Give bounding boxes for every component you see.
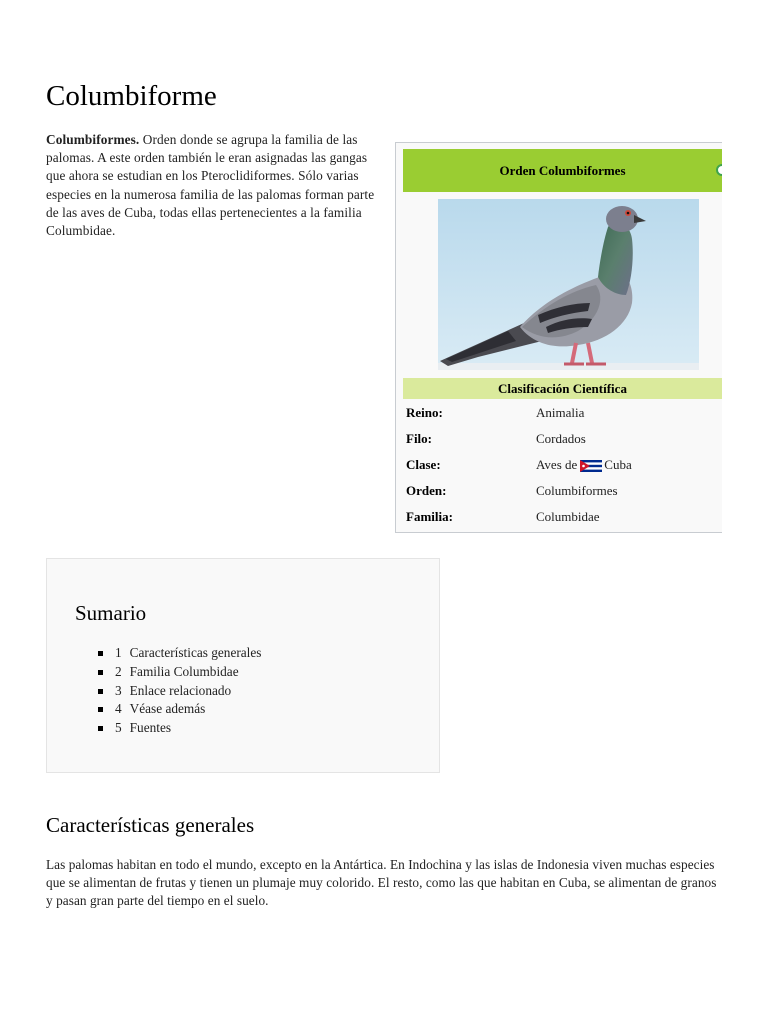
toc-title: Sumario: [75, 601, 147, 625]
section-paragraph: Las palomas habitan en todo el mundo, excepto en la Antártica. En Indochina y las islas de Indonesia viven muchas especies que se alimentan de frutas y tienen un plumaje muy colorido. El resto, como las que habitan en Cuba, se alimentan de granos y pasan gran parte del tiempo en el suelo.: [46, 857, 717, 909]
toc-item-number: 4: [115, 701, 122, 717]
taxonomy-value-pre[interactable]: Aves de: [536, 457, 578, 472]
toc-item-number: 1: [115, 645, 122, 660]
toc-item-number: 5: [115, 720, 122, 736]
toc-item-label[interactable]: Características generales: [129, 645, 262, 660]
taxonomy-row: [403, 478, 722, 504]
toc-item[interactable]: [95, 700, 261, 719]
table-of-contents: [46, 558, 440, 773]
infobox-header: [403, 149, 722, 192]
infobox-subheader: Clasificación Científica: [403, 378, 722, 399]
taxonomy-key: Reino:: [406, 405, 443, 420]
pigeon-image[interactable]: [438, 199, 699, 370]
toc-item-number: 3: [115, 682, 122, 698]
cuba-flag-icon: [580, 460, 602, 472]
page-title: Columbiforme: [46, 80, 217, 112]
toc-item-label[interactable]: Fuentes: [129, 720, 172, 736]
intro-text: Orden donde se agrupa la familia de las palomas. A este orden también le eran asignadas las gangas que ahora se estudian en los Pteroclidiformes. Sólo varias especies en la numerosa familia de las palomas forman parte de las aves de Cuba, todas ellas pertenecientes a la familia Columbidae.: [46, 132, 375, 239]
intro-paragraph: [46, 131, 376, 240]
toc-item[interactable]: [95, 719, 261, 738]
infobox: [395, 142, 722, 533]
taxonomy-value[interactable]: Columbiformes: [536, 483, 618, 498]
taxonomy-key: Filo:: [406, 431, 432, 446]
taxonomy-row: [403, 504, 722, 530]
taxonomy-value-post[interactable]: Cuba: [604, 457, 632, 472]
toc-list: [95, 644, 261, 738]
taxonomy-key: Orden:: [406, 483, 447, 498]
toc-item-label[interactable]: Enlace relacionado: [129, 682, 232, 698]
toc-item[interactable]: [95, 682, 261, 701]
taxonomy-key: Clase:: [406, 457, 441, 472]
taxonomy-value[interactable]: Animalia: [536, 405, 585, 420]
taxonomy-key: Familia:: [406, 509, 453, 524]
infobox-header-title: Orden Columbiformes: [499, 162, 626, 178]
taxonomy-value[interactable]: [536, 452, 722, 478]
toc-item-number: 2: [115, 663, 122, 679]
taxonomy-value[interactable]: Cordados: [536, 431, 586, 446]
section-heading: Características generales: [46, 813, 255, 837]
taxonomy-value[interactable]: Columbidae: [536, 509, 600, 524]
toc-item[interactable]: [95, 644, 261, 663]
toc-item-label[interactable]: Véase además: [129, 701, 206, 717]
taxonomy-table: [403, 400, 722, 530]
toc-item-label[interactable]: Familia Columbidae: [129, 663, 239, 679]
taxonomy-row: [403, 452, 722, 478]
taxonomy-row: [403, 400, 722, 426]
intro-bold-term: Columbiformes.: [46, 132, 140, 147]
taxonomy-row: [403, 426, 722, 452]
toc-item[interactable]: [95, 663, 261, 682]
info-icon[interactable]: [716, 164, 722, 176]
